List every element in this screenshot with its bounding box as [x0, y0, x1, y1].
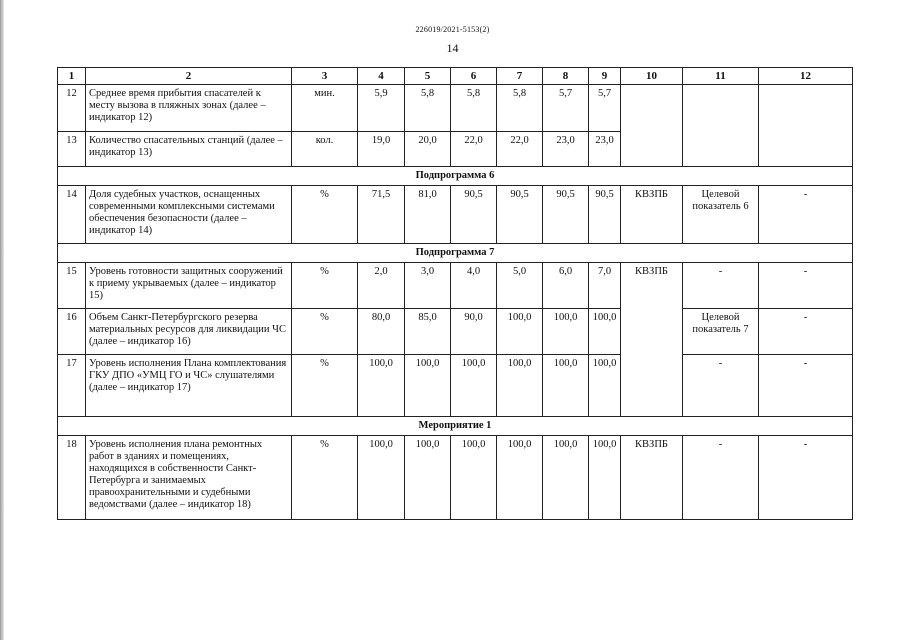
- responsible-cell: КВЗПБ: [621, 436, 683, 520]
- value-cell: 100,0: [497, 355, 543, 417]
- indicator-name: Доля судебных участков, оснащенных современными комплексными системами обеспечения безопасности (далее – индикатор 14): [86, 186, 292, 244]
- table-row: [58, 186, 853, 244]
- table-row: [58, 263, 853, 309]
- unit: %: [292, 186, 358, 244]
- col-header: 2: [86, 68, 292, 85]
- value-cell: 6,0: [543, 263, 589, 309]
- value-cell: 90,0: [451, 309, 497, 355]
- section-title: Мероприятие 1: [58, 417, 853, 436]
- value-cell: 100,0: [451, 436, 497, 520]
- col-header: 7: [497, 68, 543, 85]
- value-cell: 100,0: [589, 355, 621, 417]
- value-cell: 5,7: [543, 85, 589, 132]
- col-header: 1: [58, 68, 86, 85]
- indicator-name: Уровень исполнения Плана комплектования ГКУ ДПО «УМЦ ГО и ЧС» слушателями (далее – индикатор 17): [86, 355, 292, 417]
- target-indicator-cell: Целевой показатель 6: [683, 186, 759, 244]
- value-cell: 20,0: [405, 132, 451, 167]
- empty-cell: [621, 85, 683, 132]
- value-cell: 71,5: [358, 186, 405, 244]
- value-cell: 80,0: [358, 309, 405, 355]
- col-header: 5: [405, 68, 451, 85]
- value-cell: 100,0: [543, 436, 589, 520]
- value-cell: 5,7: [589, 85, 621, 132]
- indicator-name: Среднее время прибытия спасателей к месту вызова в пляжных зонах (далее – индикатор 12): [86, 85, 292, 132]
- table-row: [58, 436, 853, 520]
- unit: %: [292, 263, 358, 309]
- value-cell: 100,0: [451, 355, 497, 417]
- unit: мин.: [292, 85, 358, 132]
- value-cell: 100,0: [589, 309, 621, 355]
- value-cell: 100,0: [543, 309, 589, 355]
- table-row: [58, 85, 853, 132]
- empty-cell: [683, 85, 759, 132]
- indicator-name: Уровень готовности защитных сооружений к приему укрываемых (далее – индикатор 15): [86, 263, 292, 309]
- col-header: 4: [358, 68, 405, 85]
- value-cell: 5,0: [497, 263, 543, 309]
- empty-cell: [683, 132, 759, 167]
- column-12-cell: -: [759, 186, 853, 244]
- col-header: 8: [543, 68, 589, 85]
- value-cell: 90,5: [451, 186, 497, 244]
- value-cell: 5,9: [358, 85, 405, 132]
- scan-edge: [0, 0, 4, 640]
- row-number: 18: [58, 436, 86, 520]
- value-cell: 100,0: [589, 436, 621, 520]
- row-number: 13: [58, 132, 86, 167]
- value-cell: 90,5: [589, 186, 621, 244]
- empty-cell: [759, 85, 853, 132]
- row-number: 16: [58, 309, 86, 355]
- value-cell: 19,0: [358, 132, 405, 167]
- value-cell: 5,8: [451, 85, 497, 132]
- responsible-cell: КВЗПБ: [621, 186, 683, 244]
- target-indicator-cell: -: [683, 355, 759, 417]
- unit: кол.: [292, 132, 358, 167]
- target-indicator-cell: -: [683, 263, 759, 309]
- empty-cell: [759, 132, 853, 167]
- section-row: [58, 417, 853, 436]
- col-header: 3: [292, 68, 358, 85]
- value-cell: 5,8: [405, 85, 451, 132]
- document-number: 226019/2021-5153(2): [415, 25, 490, 34]
- row-number: 17: [58, 355, 86, 417]
- row-number: 14: [58, 186, 86, 244]
- col-header: 12: [759, 68, 853, 85]
- empty-cell: [621, 132, 683, 167]
- column-12-cell: -: [759, 355, 853, 417]
- table-row: [58, 132, 853, 167]
- value-cell: 3,0: [405, 263, 451, 309]
- value-cell: 22,0: [451, 132, 497, 167]
- table-row: [58, 355, 853, 417]
- page-number: 14: [446, 41, 459, 55]
- col-header: 6: [451, 68, 497, 85]
- section-title: Подпрограмма 6: [58, 167, 853, 186]
- value-cell: 100,0: [543, 355, 589, 417]
- value-cell: 2,0: [358, 263, 405, 309]
- column-12-cell: -: [759, 263, 853, 309]
- col-header: 9: [589, 68, 621, 85]
- row-number: 12: [58, 85, 86, 132]
- value-cell: 81,0: [405, 186, 451, 244]
- value-cell: 22,0: [497, 132, 543, 167]
- value-cell: 100,0: [497, 309, 543, 355]
- value-cell: 85,0: [405, 309, 451, 355]
- column-12-cell: -: [759, 309, 853, 355]
- target-indicator-cell: -: [683, 436, 759, 520]
- value-cell: 100,0: [497, 436, 543, 520]
- value-cell: 5,8: [497, 85, 543, 132]
- col-header: 10: [621, 68, 683, 85]
- value-cell: 100,0: [358, 436, 405, 520]
- value-cell: 100,0: [358, 355, 405, 417]
- table-row: [58, 309, 853, 355]
- unit: %: [292, 355, 358, 417]
- indicators-table: [57, 67, 853, 520]
- value-cell: 7,0: [589, 263, 621, 309]
- header-row: [58, 68, 853, 85]
- responsible-cell: КВЗПБ: [621, 263, 683, 417]
- value-cell: 100,0: [405, 436, 451, 520]
- section-row: [58, 244, 853, 263]
- value-cell: 23,0: [589, 132, 621, 167]
- section-row: [58, 167, 853, 186]
- value-cell: 100,0: [405, 355, 451, 417]
- unit: %: [292, 436, 358, 520]
- row-number: 15: [58, 263, 86, 309]
- value-cell: 90,5: [497, 186, 543, 244]
- indicator-name: Уровень исполнения плана ремонтных работ в зданиях и помещениях, находящихся в собственности Санкт-Петербурга и занимаемых правоохранительными и судебными ведомствами (далее – индикатор 18): [86, 436, 292, 520]
- section-title: Подпрограмма 7: [58, 244, 853, 263]
- column-12-cell: -: [759, 436, 853, 520]
- indicator-name: Объем Санкт-Петербургского резерва материальных ресурсов для ликвидации ЧС (далее – индикатор 16): [86, 309, 292, 355]
- value-cell: 90,5: [543, 186, 589, 244]
- indicator-name: Количество спасательных станций (далее – индикатор 13): [86, 132, 292, 167]
- col-header: 11: [683, 68, 759, 85]
- target-indicator-cell: Целевой показатель 7: [683, 309, 759, 355]
- unit: %: [292, 309, 358, 355]
- value-cell: 4,0: [451, 263, 497, 309]
- value-cell: 23,0: [543, 132, 589, 167]
